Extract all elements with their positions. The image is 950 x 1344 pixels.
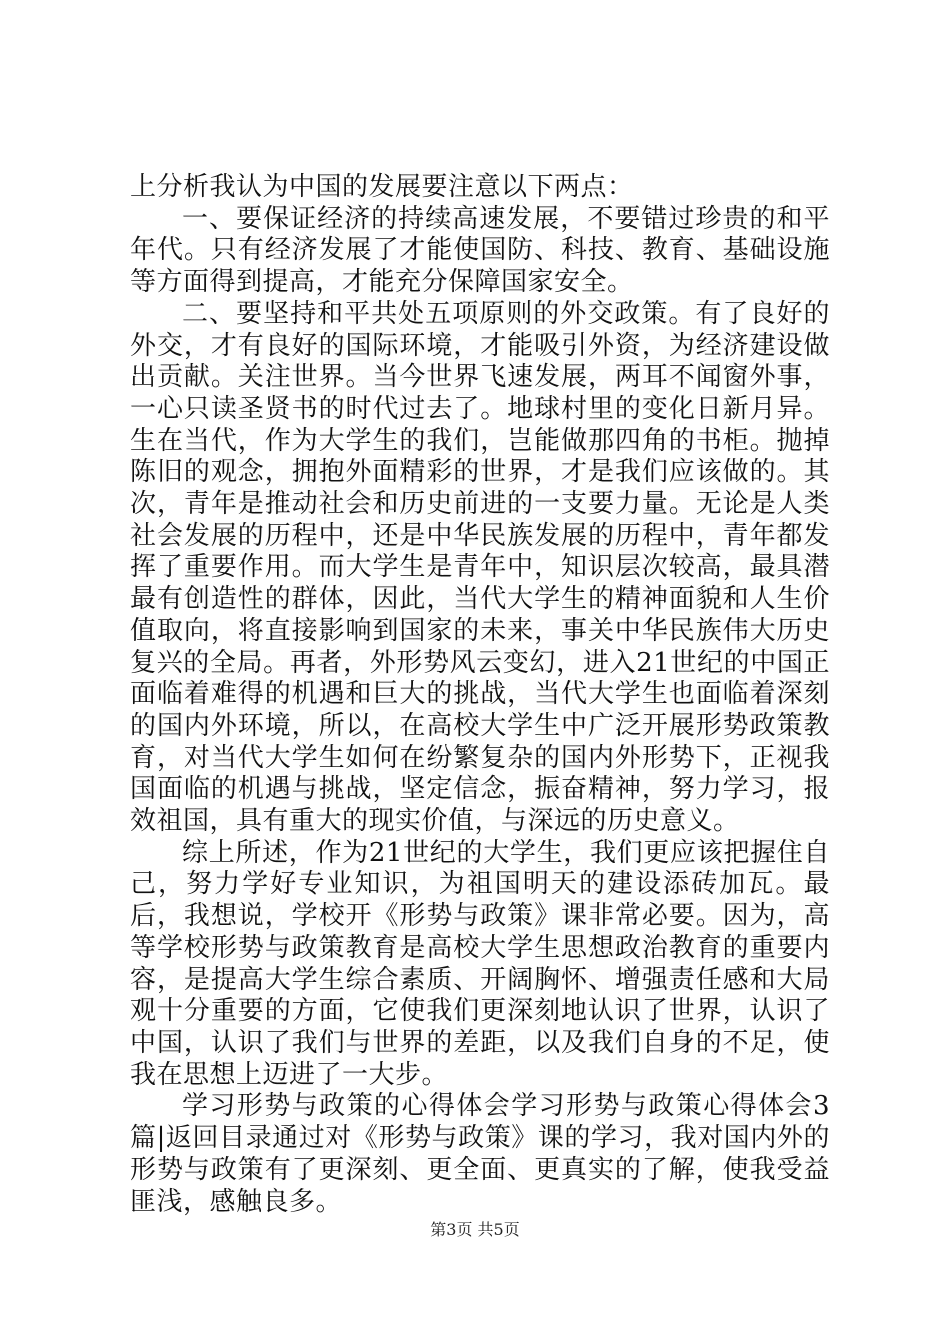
page-footer: [0, 1217, 950, 1240]
paragraph-point-one: 一、要保证经济的持续高速发展，不要错过珍贵的和平年代。只有经济发展了才能使国防、科技、教育、基础设施等方面得到提高，才能充分保障国家安全。: [130, 203, 830, 298]
paragraph-intro: 上分析我认为中国的发展要注意以下两点：: [130, 172, 634, 202]
paragraph-closing: 学习形势与政策的心得体会学习形势与政策心得体会3篇|返回目录通过对《形势与政策》课的学习，我对国内外的形势与政策有了更深刻、更全面、更真实的了解，使我受益匪浅，感触良多。: [130, 1091, 830, 1217]
paragraph-point-two: 二、要坚持和平共处五项原则的外交政策。有了良好的外交，才有良好的国际环境，才能吸引外资，为经济建设做出贡献。关注世界。当今世界飞速发展，两耳不闻窗外事，一心只读圣贤书的时代过去了。地球村里的变化日新月异。生在当代，作为大学生的我们，岂能做那四角的书柜。抛掉陈旧的观念，拥抱外面精彩的世界，才是我们应该做的。其次，青年是推动社会和历史前进的一支要力量。无论是人类社会发展的历程中，还是中华民族发展的历程中，青年都发挥了重要作用。而大学生是青年中，知识层次较高，最具潜最有创造性的群体，因此，当代大学生的精神面貌和人生价值取向，将直接影响到国家的未来，事关中华民族伟大历史复兴的全局。再者，外形势风云变幻，进入21世纪的中国正面临着难得的机遇和巨大的挑战，当代大学生也面临着深刻的国内外环境，所以，在高校大学生中广泛开展形势政策教育，对当代大学生如何在纷繁复杂的国内外形势下，正视我国面临的机遇与挑战，坚定信念，振奋精神，努力学习，报效祖国，具有重大的现实价值，与深远的历史意义。: [130, 298, 830, 837]
document-body: [130, 172, 830, 1218]
paragraph-summary: 综上所述，作为21世纪的大学生，我们更应该把握住自己，努力学好专业知识，为祖国明天的建设添砖加瓦。最后，我想说，学校开《形势与政策》课非常必要。因为，高等学校形势与政策教育是高校大学生思想政治教育的重要内容，是提高大学生综合素质、开阔胸怀、增强责任感和大局观十分重要的方面，它使我们更深刻地认识了世界，认识了中国，认识了我们与世界的差距，以及我们自身的不足，使我在思想上迈进了一大步。: [130, 837, 830, 1090]
page-number: 第3页 共5页: [430, 1220, 520, 1239]
